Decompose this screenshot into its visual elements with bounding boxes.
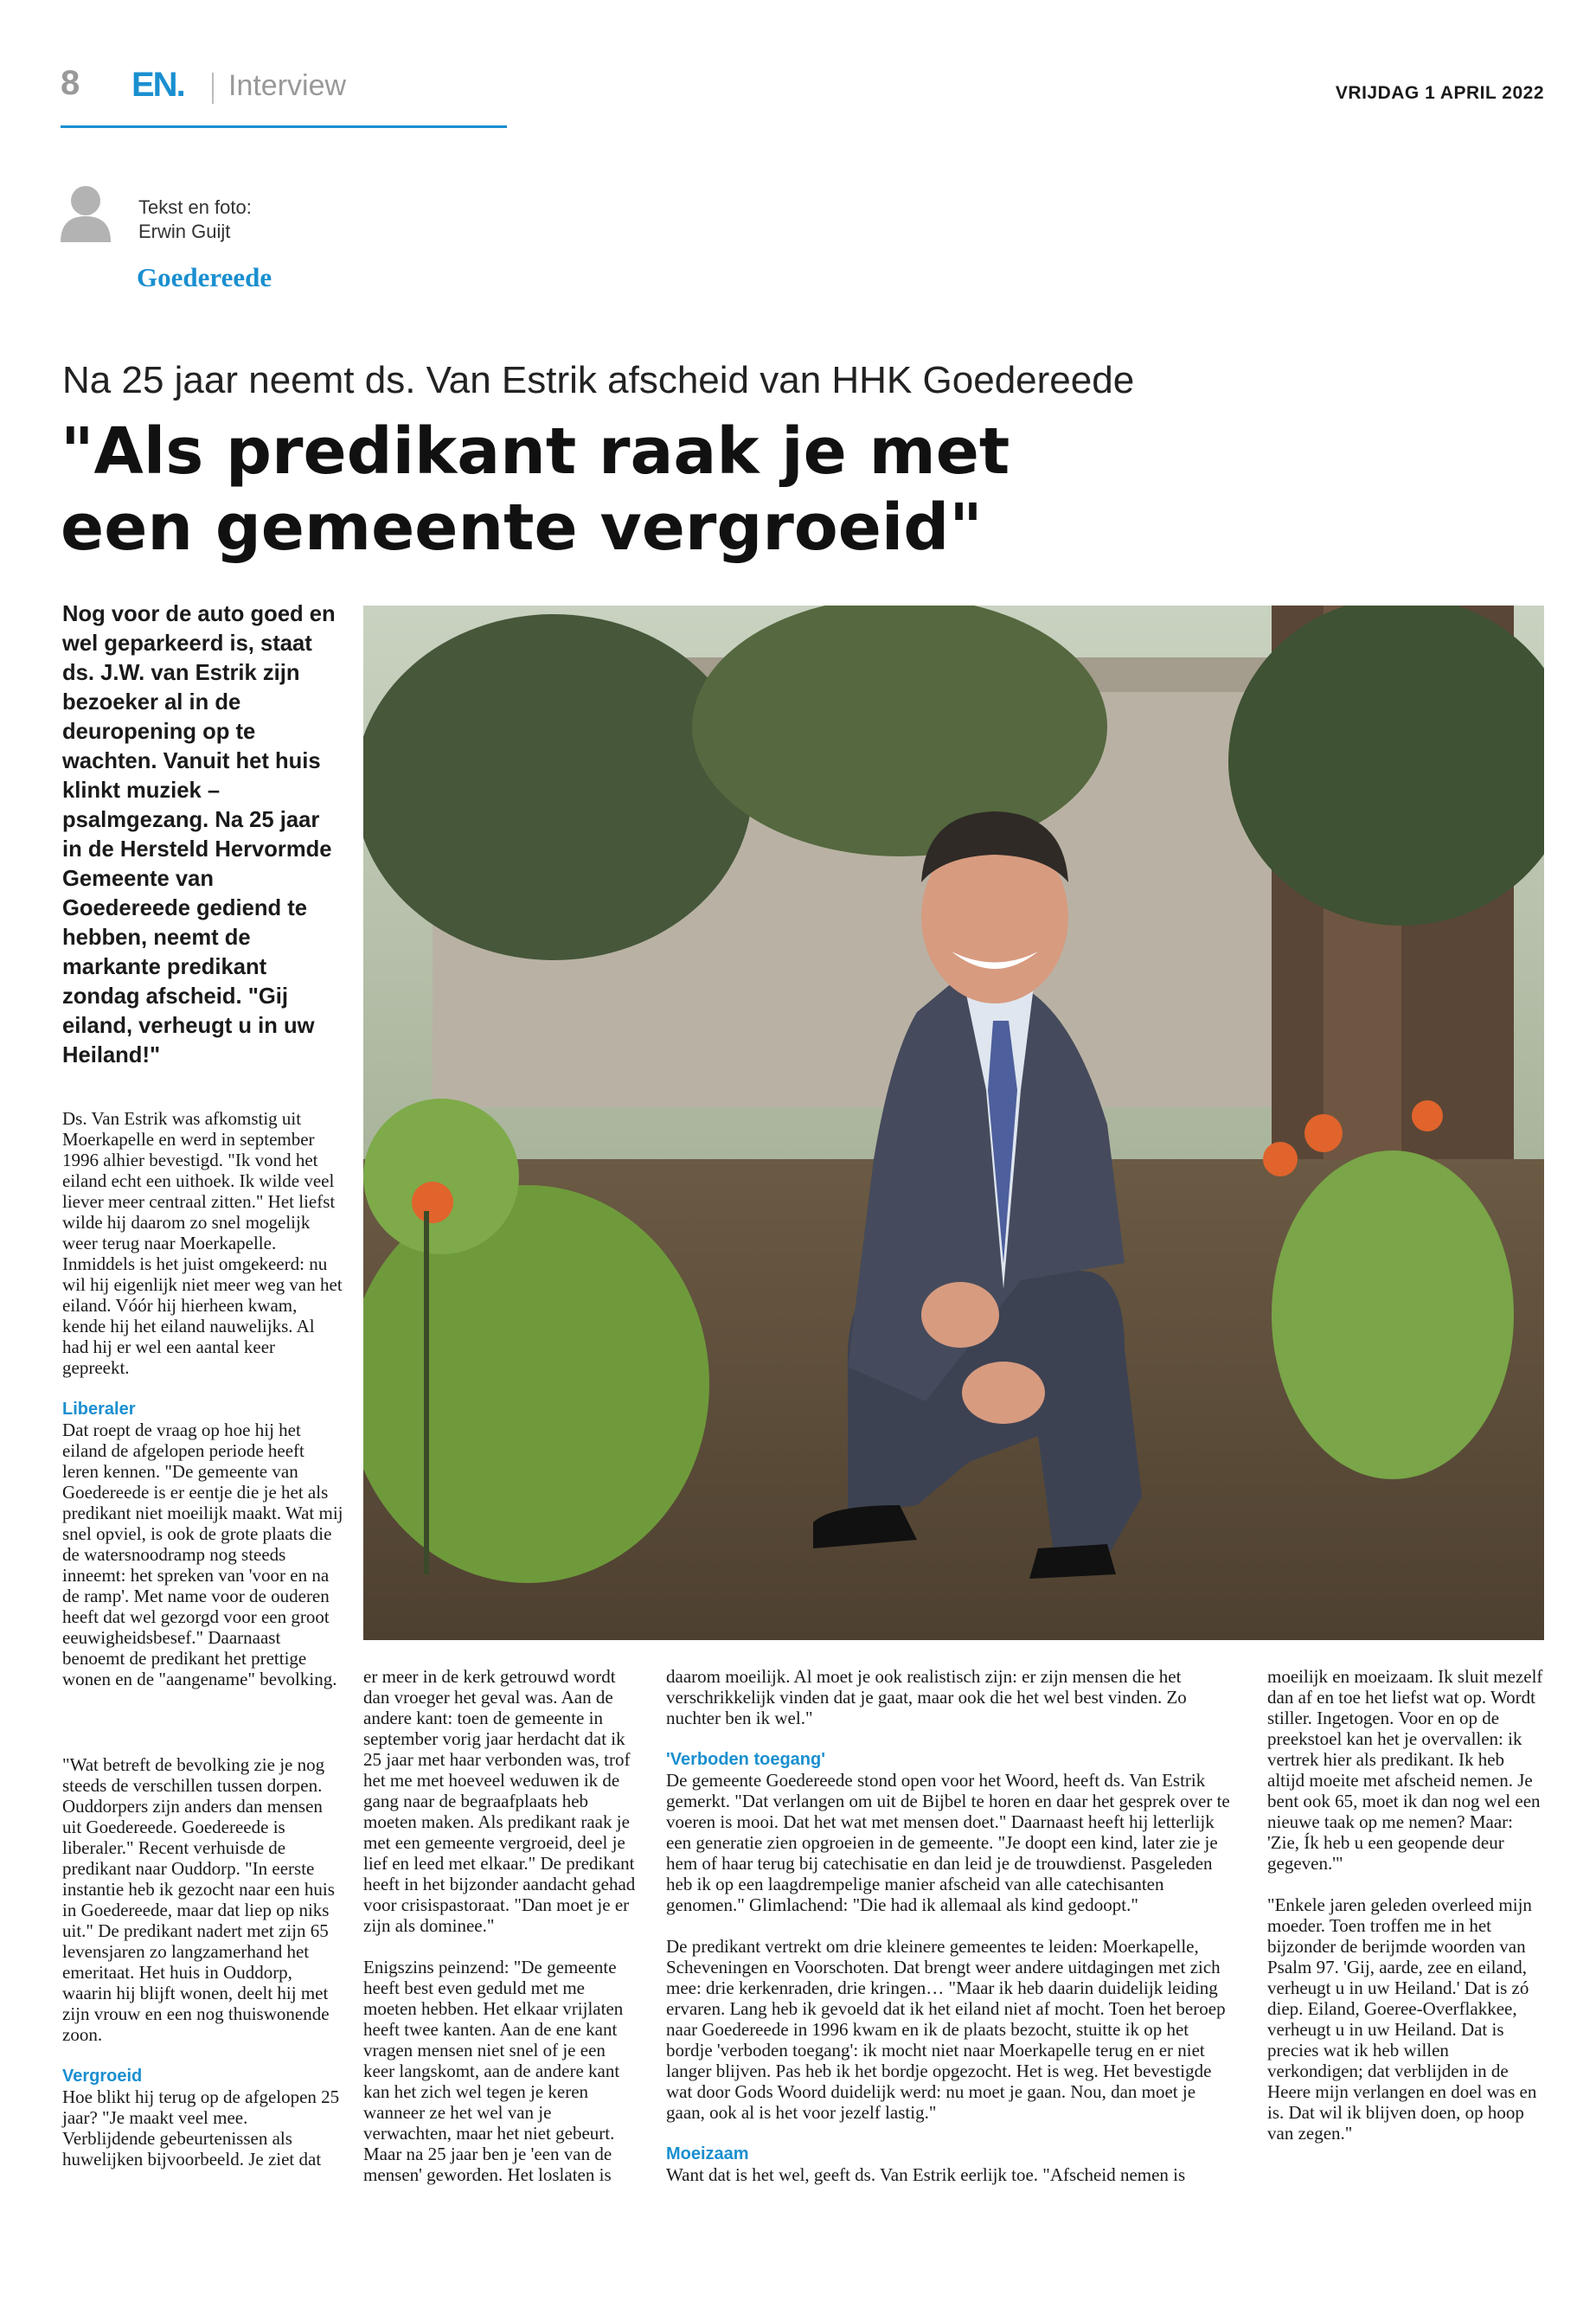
paragraph: Want dat is het wel, geeft ds. Van Estrik eerlijk toe. "Afscheid nemen is	[666, 2164, 1186, 2185]
author-avatar-icon	[59, 183, 112, 242]
column-1-bottom	[62, 1754, 343, 2190]
section-label: Interview	[228, 69, 347, 102]
paragraph: De predikant vertrekt om drie kleinere gemeentes te leiden: Moerkapelle, Scheveningen en Voorschoten. Dat brengt weer andere uitdagingen met zich mee: drie kerkenraden, drie kringen… "Maar ik heb daarin duidelijk leiding ervaren. Lang heb ik gevoeld dat ik het eiland niet af mocht. Toen het beroep naar Goedereede in 1996 kwam en ik de plaats bezocht, stuitte ik op het bordje 'verboden toegang': ik mocht niet naar Moerkapelle terug en er niet langer blijven. Pas heb ik het bordje opgezocht. Het is weg. Het bevestigde wat door Gods Woord duidelijk werd: nu moet je gaan. Nou, dan moet je gaan, ook al is het voor jezelf lastig."	[666, 1936, 1226, 2123]
column-4	[1267, 1666, 1544, 2164]
subheading-liberaler: Liberaler	[62, 1400, 136, 1419]
article-intro: Nog voor de auto goed en wel geparkeerd is, staat ds. J.W. van Estrik zijn bezoeker al in de deuropening op te wachten. Vanuit het huis klinkt muziek – psalmgezang. Na 25 jaar in de Hersteld Hervormde Gemeente van Goedereede gediend te hebben, neemt de markante predikant zondag afscheid. "Gij eiland, verheugt u in uw Heiland!"	[62, 602, 336, 1067]
column-3	[666, 1666, 1237, 2206]
credit-line-1: Tekst en foto:	[138, 196, 252, 218]
subheading-vergroeid: Vergroeid	[62, 2067, 143, 2086]
paragraph: daarom moeilijk. Al moet je ook realistisch zijn: er zijn mensen die het verschrikkelijk vinden dat je gaat, maar ook die het wel best vinden. Zo nuchter ben ik wel."	[666, 1666, 1187, 1728]
article-headline	[61, 413, 1010, 566]
headline-line-2: een gemeente vergroeid"	[61, 490, 983, 565]
paragraph: moeilijk en moeizaam. Ik sluit mezelf dan af en toe het liefst wat op. Wordt stiller. Ingetogen. Voor en op de preekstoel kan het je overvallen: ik vertrek hier als predikant. Ik heb altijd moeite met afscheid nemen. Je bent ook 65, moet ik dan nog wel een nieuwe taak op me nemen? Maar: 'Zie, Ík heb u een geopende deur gegeven.'"	[1267, 1666, 1543, 1874]
issue-date: VRIJDAG 1 APRIL 2022	[1335, 83, 1544, 103]
paragraph: Hoe blikt hij terug op de afgelopen 25 jaar? "Je maakt veel mee. Verblijdende gebeurtenissen als huwelijken bijvoorbeeld. Je ziet dat	[62, 2086, 340, 2170]
paragraph: "Wat betreft de bevolking zie je nog steeds de verschillen tussen dorpen. Ouddorpers zijn anders dan mensen uit Goedereede. Goedereede is liberaler." Recent verhuisde de predikant naar Ouddorp. "In eerste instantie heb ik gezocht naar een huis in Goedereede, maar dat liep op niks uit." De predikant nadert met zijn 65 levensjaren zo langzamerhand het emeritaat. Het huis in Ouddorp, waarin hij blijft wonen, deelt hij met zijn vrouw en een nog thuiswonende zoon.	[62, 1754, 335, 2045]
subheading-moeizaam: Moeizaam	[666, 2144, 749, 2163]
portrait-photo	[363, 606, 1544, 1640]
newspaper-logo: EN.	[131, 66, 184, 104]
paragraph: Ds. Van Estrik was afkomstig uit Moerkapelle en werd in september 1996 alhier bevestigd. "Ik vond het eiland echt een uithoek. Ik wilde veel liever meer centraal zitten." Het liefst wilde hij daarom zo snel mogelijk weer terug naar Moerkapelle. Inmiddels is het juist omgekeerd: nu wil hij eigenlijk niet meer weg van het eiland. Vóór hij hierheen kwam, kende hij het eiland nauwelijks. Al had hij er wel een aantal keer gepreekt.	[62, 1108, 343, 1378]
paragraph: Enigszins peinzend: "De gemeente heeft best even geduld met me moeten hebben. Het elkaar vrijlaten heeft twee kanten. Aan de ene kant vragen mensen niet snel of je een keer langskomt, aan de andere kant kan het zich wel tegen je keren wanneer ze het wel van je verwachten, maar het niet gebeurt. Maar na 25 jaar ben je 'een van de mensen' geworden. Het loslaten is	[363, 1957, 624, 2185]
paragraph: er meer in de kerk getrouwd wordt dan vroeger het geval was. Aan de andere kant: toen de gemeente in september vorig jaar herdacht dat ik 25 jaar met haar verbonden was, trof het me met hoeveel weduwen ik de gang naar de begraafplaats heb moeten maken. Als predikant raak je met een gemeente vergroeid, deel je lief en leed met elkaar." De predikant heeft in het bijzonder aandacht gehad voor crisispastoraat. "Dan moet je er zijn als dominee."	[363, 1666, 636, 1936]
author-credit	[138, 195, 252, 244]
column-1-top	[62, 1108, 343, 1710]
subheading-verboden-toegang: 'Verboden toegang'	[666, 1750, 825, 1769]
credit-line-2: Erwin Guijt	[138, 221, 231, 242]
paragraph: "Enkele jaren geleden overleed mijn moeder. Toen troffen me in het bijzonder de berijmde woorden van Psalm 97. 'Gij, aarde, zee en eiland, verheugt u in uw Heiland.' Dat is zó diep. Eiland, Goeree-Overflakkee, verheugt u in uw Heiland. Dat is precies wat ik heb willen verkondigen; dat verblijden in de Heere mijn verlangen en doel was en is. Dat wil ik blijven doen, op hoop van zegen."	[1267, 1894, 1537, 2144]
column-2	[363, 1666, 640, 2206]
article-subhead: Na 25 jaar neemt ds. Van Estrik afscheid van HHK Goedereede	[62, 359, 1135, 401]
paragraph: De gemeente Goedereede stond open voor het Woord, heeft ds. Van Estrik gemerkt. "Dat verlangen om uit de Bijbel te horen en daar het gesprek over te voeren is mooi. Dat het wat met mensen doet." Daarnaast heeft hij letterlijk een generatie zien opgroeien in de gemeente. "Je doopt een kind, later zie je hem of haar terug bij catechisatie en dan leid je de trouwdienst. Pasgeleden heb ik op een laagdrempelige manier afscheid van alle catechisanten genomen." Glimlachend: "Die had ik allemaal als kind gedoopt."	[666, 1770, 1230, 1915]
header-divider	[212, 73, 214, 104]
headline-line-1: "Als predikant raak je met	[61, 414, 1010, 489]
dateline-location: Goedereede	[137, 262, 272, 292]
header-rule	[61, 125, 507, 128]
paragraph: Dat roept de vraag op hoe hij het eiland de afgelopen periode heeft leren kennen. "De gemeente van Goedereede is er eentje die je het als predikant niet moeilijk maakt. Wat mij snel opviel, is ook de grote plaats die de watersnoodramp nog steeds inneemt: het spreken van 'voor en na de ramp'. Met name voor de ouderen heeft dat wel gezorgd voor een groot eeuwigheidsbesef." Daarnaast benoemt de predikant het prettige wonen en de "aangename" bevolking.	[62, 1420, 343, 1689]
page-number: 8	[61, 64, 80, 102]
